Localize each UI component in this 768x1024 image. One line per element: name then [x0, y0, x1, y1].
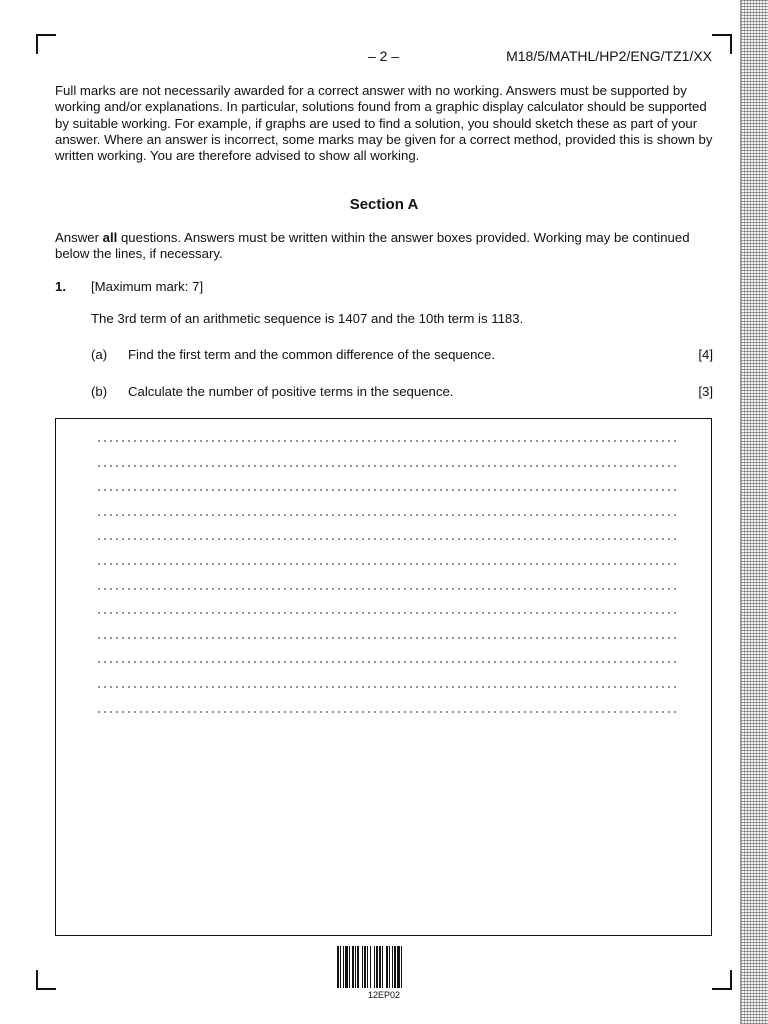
question-number: 1.: [55, 279, 66, 294]
barcode-text: 12EP02: [367, 990, 401, 1000]
part-label: (a): [91, 347, 108, 362]
section-title: Section A: [349, 196, 419, 213]
crop-mark-bottom-right: [712, 970, 732, 990]
answer-dotted-line: [96, 637, 676, 639]
part-marks: [4]: [698, 347, 713, 362]
answer-dotted-line: [96, 661, 676, 663]
section-intro-emphasis: all: [102, 230, 118, 245]
answer-dotted-line: [96, 465, 676, 467]
part-label: (b): [91, 384, 108, 399]
crop-mark-bottom-left: [36, 970, 56, 990]
crop-mark-top-right: [712, 34, 732, 54]
answer-dotted-line: [96, 538, 676, 540]
answer-dotted-line: [96, 612, 676, 614]
question-stem: The 3rd term of an arithmetic sequence is 1407 and the 10th term is 1183.: [91, 311, 524, 326]
answer-dotted-line: [96, 588, 676, 590]
answer-box[interactable]: [55, 418, 712, 936]
paper-code: M18/5/MATHL/HP2/ENG/TZ1/XX: [506, 48, 712, 64]
answer-dotted-line: [96, 440, 676, 442]
part-text: Calculate the number of positive terms in the sequence.: [128, 384, 454, 399]
section-intro-end: questions. Answers must be written within the answer boxes provided. Working may be continued below the lines, if necessary.: [55, 230, 690, 262]
barcode-icon: [336, 946, 432, 988]
part-text: Find the first term and the common difference of the sequence.: [128, 347, 496, 362]
question-max-mark: [Maximum mark: 7]: [91, 279, 204, 294]
answer-dotted-line: [96, 711, 676, 713]
section-intro-start: Answer: [55, 230, 103, 245]
part-marks: [3]: [698, 384, 713, 399]
answer-dotted-line: [96, 563, 676, 565]
crop-mark-top-left: [36, 34, 56, 54]
barcode-block: [336, 946, 432, 1000]
page-edge-pattern: [740, 0, 768, 1024]
answer-dotted-line: [96, 514, 676, 516]
page-number: – 2 –: [368, 48, 400, 64]
answer-dotted-line: [96, 489, 676, 491]
answer-dotted-line: [96, 686, 676, 688]
section-intro: [55, 230, 715, 263]
general-instructions: Full marks are not necessarily awarded for a correct answer with no working. Answers must be supported by working and/or explanations. In particular, solutions found from a graphic display calculator should be supported by suitable working. For example, if graphs are used to find a solution, you should sketch these as part of your answer. Where an answer is incorrect, some marks may be given for a correct method, provided this is shown by written working. You are therefore advised to show all working.: [55, 83, 713, 164]
